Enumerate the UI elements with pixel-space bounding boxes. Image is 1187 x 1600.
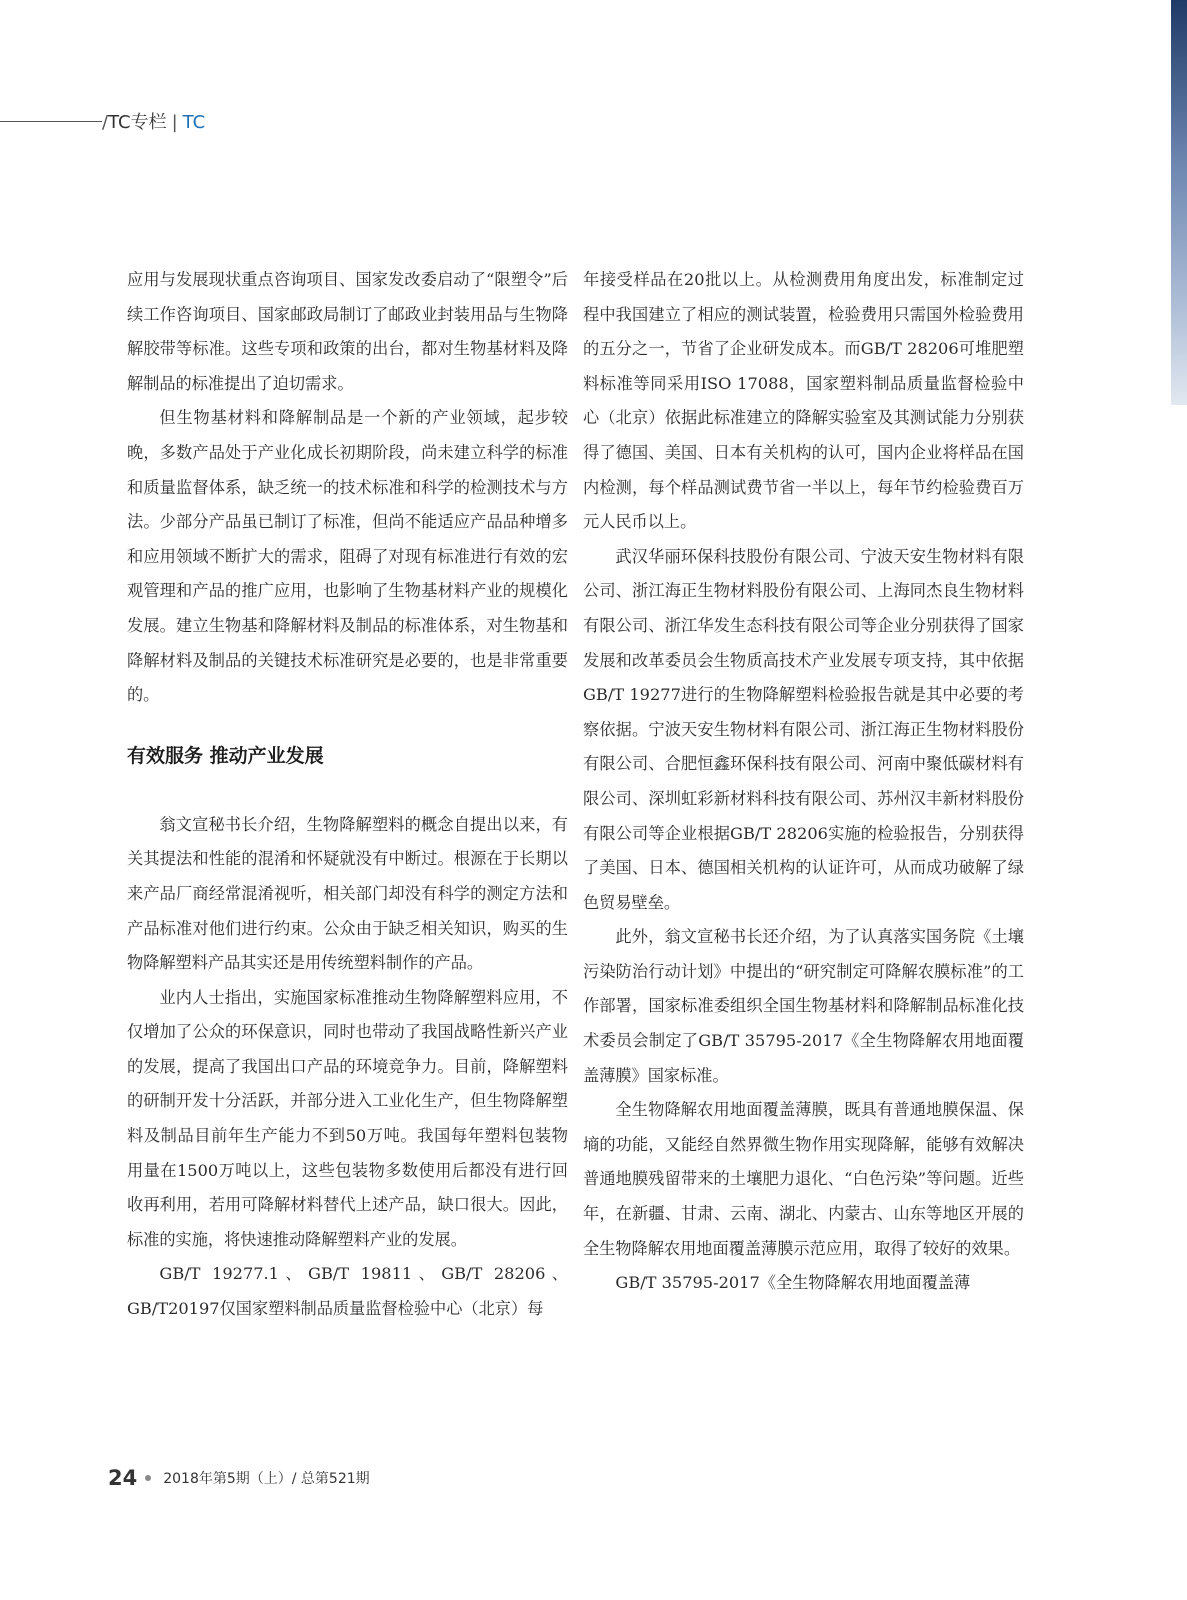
paragraph: 全生物降解农用地面覆盖薄膜，既具有普通地膜保温、保墒的功能，又能经自然界微生物作用实现降解，能够有效解决普通地膜残留带来的土壤肥力退化、“白色污染”等问题。近些年，在新疆、甘肃、云南、湖北、内蒙古、山东等地区开展的全生物降解农用地面覆盖薄膜示范应用，取得了较好的效果。 (583, 1100, 1024, 1258)
paragraph: GB/T 19277.1、GB/T 19811、GB/T 28206、GB/T20197仅国家塑料制品质量监督检验中心（北京）每 (127, 1264, 568, 1319)
paragraph: 业内人士指出，实施国家标准推动生物降解塑料应用，不仅增加了公众的环保意识，同时也带动了我国战略性新兴产业的发展，提高了我国出口产品的环境竞争力。目前，降解塑料的研制开发十分活跃，并部分进入工业化生产，但生物降解塑料及制品目前年生产能力不到50万吨。我国每年塑料包装物用量在1500万吨以上，这些包装物多数使用后都没有进行回收再利用，若用可降解材料替代上述产品，缺口很大。因此，标准的实施，将快速推动降解塑料产业的发展。 (127, 987, 568, 1249)
header-rule (0, 121, 102, 122)
paragraph: 武汉华丽环保科技股份有限公司、宁波天安生物材料有限公司、浙江海正生物材料股份有限公司、上海同杰良生物材料有限公司、浙江华发生态科技有限公司等企业分别获得了国家发展和改革委员会生物质高技术产业发展专项支持，其中依据GB/T 19277进行的生物降解塑料检验报告就是其中必要的考察依据。宁波天安生物材料有限公司、浙江海正生物材料股份有限公司、合肥恒鑫环保科技有限公司、河南中聚低碳材料有限公司、深圳虹彩新材料科技有限公司、苏州汉丰新材料股份有限公司等企业根据GB/T 28206实施的检验报告，分别获得了美国、日本、德国相关机构的认证许可，从而成功破解了绿色贸易壁垒。 (583, 546, 1024, 912)
paragraph: GB/T 35795-2017《全生物降解农用地面覆盖薄 (615, 1273, 971, 1293)
page-number: 24 (108, 1466, 138, 1490)
right-column (583, 263, 1024, 1301)
paragraph: 但生物基材料和降解制品是一个新的产业领域，起步较晚，多数产品处于产业化成长初期阶段，尚未建立科学的标准和质量监督体系，缺乏统一的技术标准和科学的检测技术与方法。少部分产品虽已制订了标准，但尚不能适应产品品种增多和应用领域不断扩大的需求，阻碍了对现有标准进行有效的宏观管理和产品的推广应用，也影响了生物基材料产业的规模化发展。建立生物基和降解材料及制品的标准体系，对生物基和降解材料及制品的关键技术标准研究是必要的，也是非常重要的。 (127, 408, 568, 705)
header-section: TC专栏 (108, 112, 167, 133)
running-header (102, 108, 205, 134)
page-footer (108, 1466, 370, 1490)
paragraph: 此外，翁文宣秘书长还介绍，为了认真落实国务院《土壤污染防治行动计划》中提出的“研究制定可降解农膜标准”的工作部署，国家标准委组织全国生物基材料和降解制品标准化技术委员会制定了GB/T 35795-2017《全生物降解农用地面覆盖薄膜》国家标准。 (583, 927, 1024, 1085)
issue-info: 2018年第5期（上）/ 总第521期 (163, 1471, 370, 1487)
page-edge-image-strip (1171, 0, 1187, 405)
paragraph: 年接受样品在20批以上。从检测费用角度出发，标准制定过程中我国建立了相应的测试装置，检验费用只需国外检验费用的五分之一，节省了企业研发成本。而GB/T 28206可堆肥塑料标准等同采用ISO 17088，国家塑料制品质量监督检验中心（北京）依据此标准建立的降解实验室及其测试能力分别获得了德国、美国、日本有关机构的认可，国内企业将样品在国内检测，每个样品测试费节省一半以上，每年节约检验费百万元人民币以上。 (583, 270, 1024, 532)
paragraph: 翁文宣秘书长介绍，生物降解塑料的概念自提出以来，有关其提法和性能的混淆和怀疑就没有中断过。根源在于长期以来产品厂商经常混淆视听，相关部门却没有科学的测定方法和产品标准对他们进行约束。公众由于缺乏相关知识，购买的生物降解塑料产品其实还是用传统塑料制作的产品。 (127, 814, 568, 973)
bullet-dot-icon (145, 1475, 151, 1481)
header-tag: TC (182, 112, 206, 133)
header-separator: | (171, 112, 178, 133)
left-column (127, 263, 568, 1327)
paragraph: 应用与发展现状重点咨询项目、国家发改委启动了“限塑令”后续工作咨询项目、国家邮政局制订了邮政业封装用品与生物降解胶带等标准。这些专项和政策的出台，都对生物基材料及降解制品的标准提出了迫切需求。 (127, 270, 568, 393)
section-heading: 有效服务 推动产业发展 (127, 744, 324, 767)
header-slash: / (102, 112, 109, 133)
